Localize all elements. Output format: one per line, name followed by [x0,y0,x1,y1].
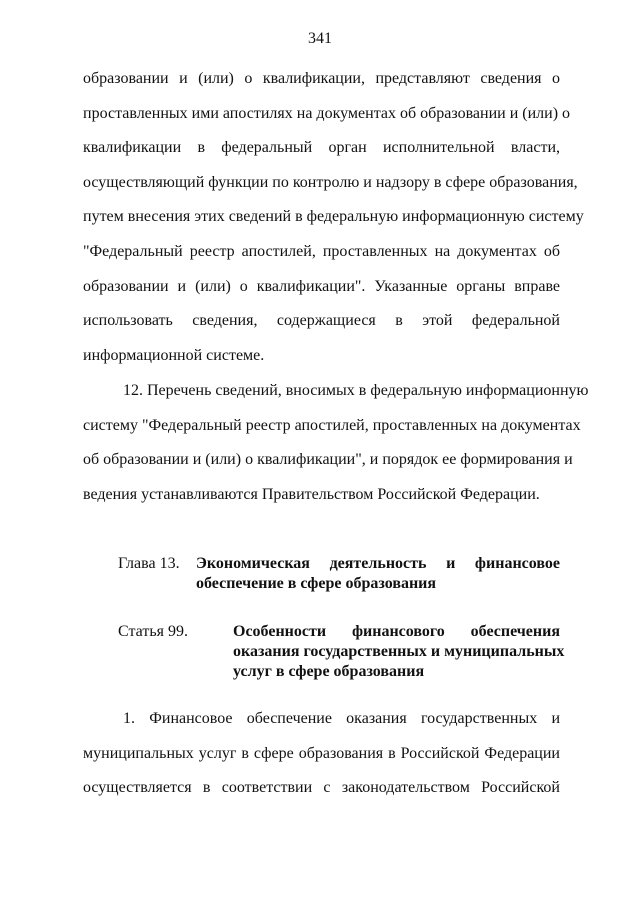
text-line: осуществляется в соответствии с законодательством Российской [83,779,560,797]
article-label: Статья 99. [118,623,188,640]
chapter-label: Глава 13. [118,555,180,572]
text-line: систему "Федеральный реестр апостилей, проставленных на документах [83,416,581,434]
chapter-title-line: Экономическая деятельность и финансовое [196,555,560,572]
article-title-line: оказания государственных и муниципальных [233,643,565,660]
text-line: ведения устанавливаются Правительством Российской Федерации. [83,485,540,503]
article-title-line: услуг в сфере образования [233,663,425,680]
text-line: путем внесения этих сведений в федеральную информационную систему [83,208,584,226]
paragraph-apostille-info [83,62,584,373]
text-line: 1. Финансовое обеспечение оказания государственных и [123,710,560,727]
paragraph-1-financing [83,702,560,806]
page-number: 341 [308,30,332,47]
text-line: об образовании и (или) о квалификации", и порядок ее формирования и [83,451,573,469]
chapter-title-line: обеспечение в сфере образования [196,575,437,592]
text-line: проставленных ими апостилях на документах об образовании и (или) о [83,104,571,122]
text-line: квалификации в федеральный орган исполнительной власти, [83,139,560,157]
text-line: образовании и (или) о квалификации". Указанные органы вправе [83,277,560,295]
article-title-line: Особенности финансового обеспечения [233,623,560,640]
paragraph-12 [83,374,589,512]
text-line: осуществляющий функции по контролю и надзору в сфере образования, [83,173,578,191]
article-title [233,622,565,682]
text-line: использовать сведения, содержащиеся в этой федеральной [83,312,560,330]
text-line: информационной системе. [83,346,265,364]
text-line: 12. Перечень сведений, вносимых в федеральную информационную [123,382,589,399]
chapter-title [196,554,560,594]
text-line: муниципальных услуг в сфере образования в Российской Федерации [83,744,560,762]
text-line: образовании и (или) о квалификации, представляют сведения о [83,70,560,87]
text-line: "Федеральный реестр апостилей, проставленных на документах об [83,242,560,260]
